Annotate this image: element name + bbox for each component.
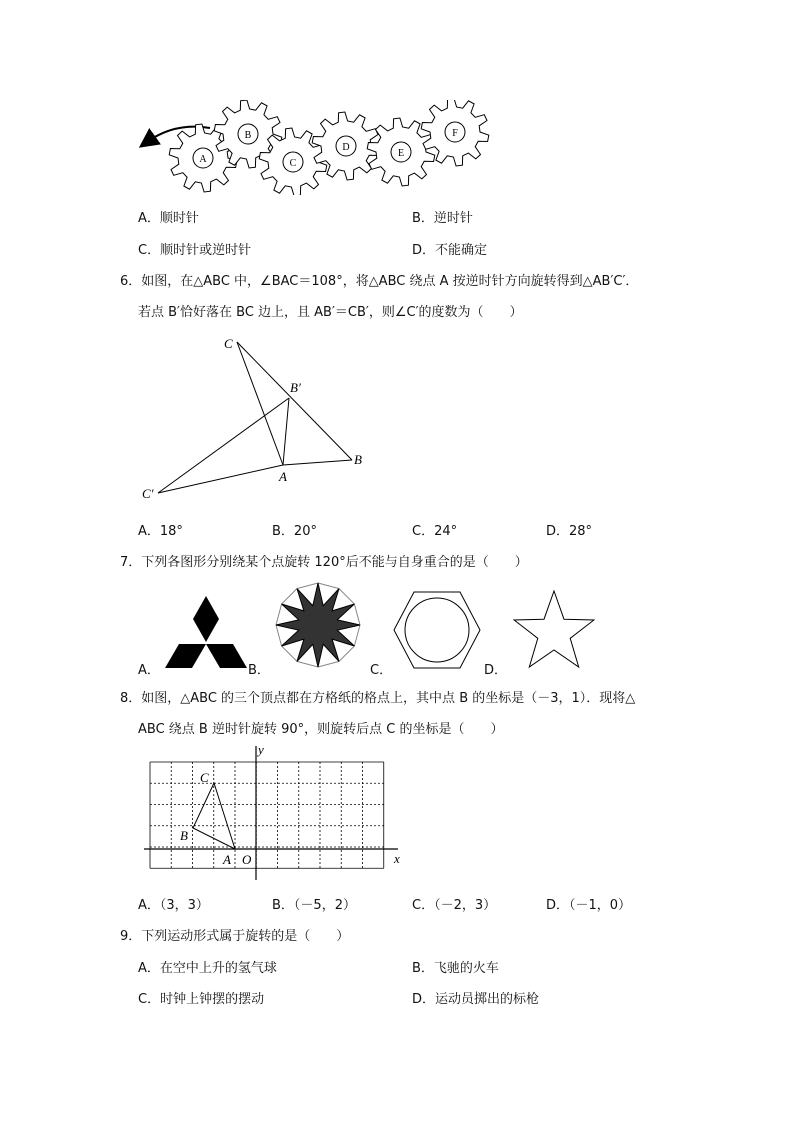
label-C: C bbox=[200, 770, 209, 785]
gear-label: D bbox=[342, 142, 350, 153]
gears-figure bbox=[135, 100, 505, 195]
q5-option-d: D．不能确定 bbox=[412, 243, 488, 258]
q5-option-b: B．逆时针 bbox=[412, 211, 473, 226]
q7-option-d: D． bbox=[484, 663, 508, 678]
gear-label: C bbox=[289, 158, 297, 169]
q7-option-b: B． bbox=[248, 663, 270, 678]
q7-figure-d-star bbox=[508, 586, 600, 672]
gear-label: A bbox=[199, 154, 207, 165]
gear-label: B bbox=[244, 130, 252, 141]
q9-option-a: A．在空中上升的氢气球 bbox=[138, 961, 277, 976]
q5-option-a: A．顺时针 bbox=[138, 211, 199, 226]
q8-option-d: D．（－1，0） bbox=[546, 898, 632, 913]
q9-stem: 9．下列运动形式属于旋转的是（ ） bbox=[120, 929, 350, 944]
q6-option-d: D．28° bbox=[546, 524, 593, 539]
q6-option-a: A．18° bbox=[138, 524, 183, 539]
q8-grid-figure bbox=[140, 742, 410, 882]
label-O: O bbox=[242, 852, 252, 867]
q6-option-c: C．24° bbox=[412, 524, 458, 539]
label-C: C bbox=[224, 336, 233, 351]
gear-label: F bbox=[452, 128, 458, 139]
q7-option-c: C． bbox=[370, 663, 393, 678]
q5-option-c: C．顺时针或逆时针 bbox=[138, 243, 252, 258]
q8-option-c: C．（－2，3） bbox=[412, 898, 497, 913]
q7-stem: 7．下列各图形分别绕某个点旋转 120°后不能与自身重合的是（ ） bbox=[120, 555, 528, 570]
label-A: A bbox=[279, 469, 287, 484]
label-y: y bbox=[258, 742, 264, 757]
q8-stem-line1: 8．如图，△ABC 的三个顶点都在方格纸的格点上，其中点 B 的坐标是（－3，1）．现将△ bbox=[120, 691, 636, 706]
label-C-prime: C′ bbox=[142, 486, 154, 501]
inner-star bbox=[276, 583, 360, 667]
q6-stem-line1: 6．如图，在△ABC 中，∠BAC＝108°，将△ABC 绕点 A 按逆时针方向旋转得到△AB′C′． bbox=[120, 274, 639, 289]
q6-stem-line2: 若点 B′恰好落在 BC 边上，且 AB′＝CB′，则∠C′的度数为（ ） bbox=[138, 305, 523, 320]
q8-option-a: A．（3，3） bbox=[138, 898, 209, 913]
q6-option-b: B．20° bbox=[272, 524, 317, 539]
label-B: B bbox=[354, 452, 362, 467]
q7-figure-c-hexagon bbox=[392, 590, 482, 670]
label-B-prime: B′ bbox=[290, 380, 301, 395]
q8-stem-line2: ABC 绕点 B 逆时针旋转 90°，则旋转后点 C 的坐标是（ ） bbox=[138, 722, 504, 737]
label-B: B bbox=[180, 828, 188, 843]
q7-option-a: A． bbox=[138, 663, 160, 678]
label-x: x bbox=[394, 851, 400, 866]
gear-label: E bbox=[397, 148, 405, 159]
q9-option-b: B．飞驰的火车 bbox=[412, 961, 499, 976]
q8-option-b: B．（－5，2） bbox=[272, 898, 356, 913]
q6-triangle-figure bbox=[130, 330, 380, 505]
label-A: A bbox=[223, 852, 231, 867]
q9-option-c: C．时钟上钟摆的摆动 bbox=[138, 992, 265, 1007]
q9-option-d: D．运动员掷出的标枪 bbox=[412, 992, 540, 1007]
q7-figure-b-star-polygon bbox=[273, 580, 363, 670]
q7-figure-a-diamonds bbox=[160, 592, 252, 672]
